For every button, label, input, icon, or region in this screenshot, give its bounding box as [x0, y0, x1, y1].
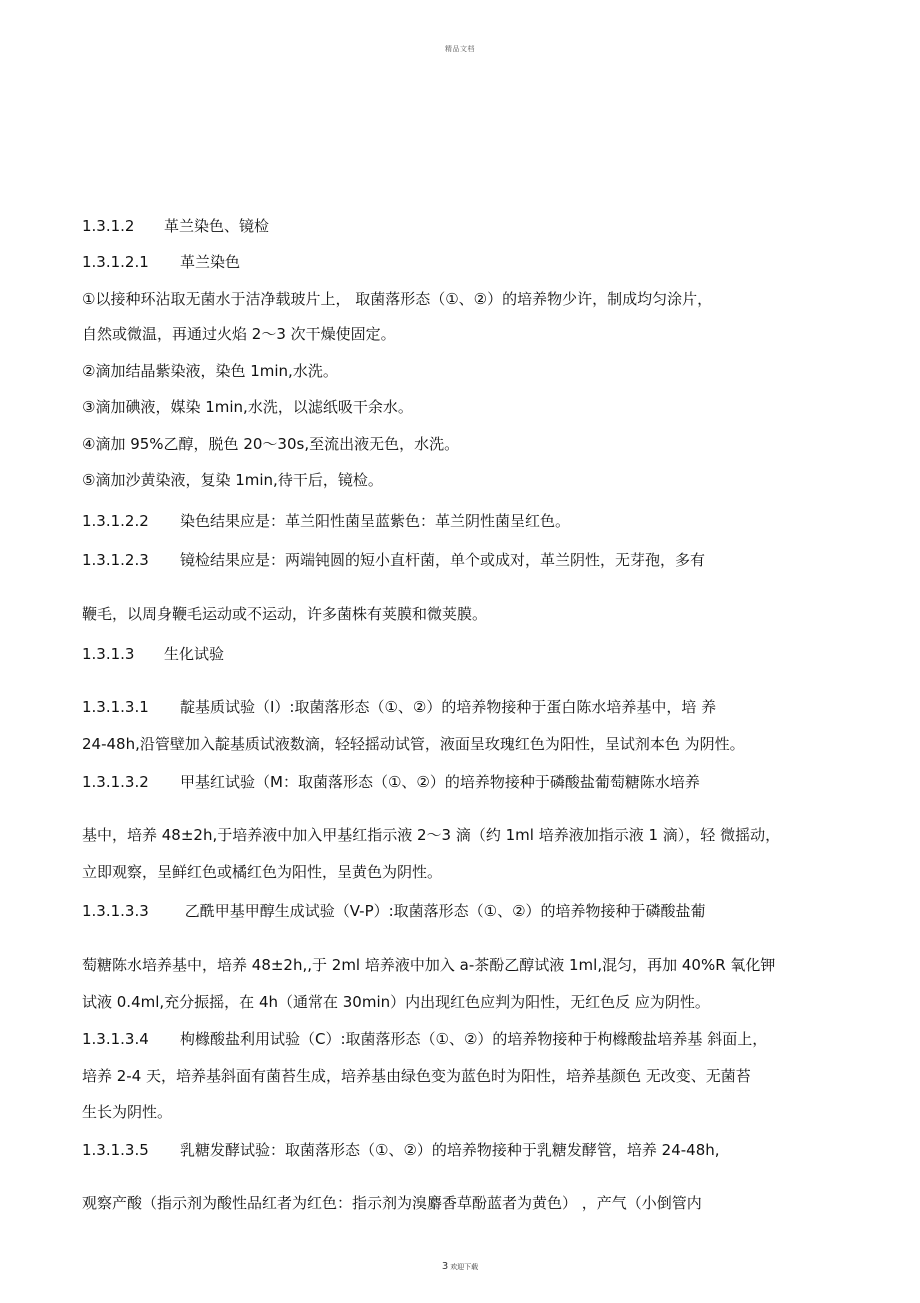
paragraph-line: 萄糖陈水培养基中，培养 48±2h,,于 2ml 培养液中加入 a-茶酚乙醇试液 1ml,混匀，再加 40%R 氧化钾 [82, 956, 776, 974]
section-item-1-3-1-3-2 [82, 772, 862, 792]
page-number: 3 [441, 1261, 449, 1272]
section-heading-1-3-1-2-1 [82, 252, 862, 272]
page-header: 精品文档 [445, 45, 475, 53]
section-text: 染色结果应是：革兰阳性菌呈蓝紫色：革兰阴性菌呈红色。 [180, 512, 571, 530]
section-number: 1.3.1.2 [82, 217, 135, 235]
paragraph-line: ⑤滴加沙黄染液，复染 1min,待干后，镜检。 [82, 471, 383, 489]
paragraph-line: 生长为阴性。 [82, 1103, 173, 1121]
section-text: 乙酰甲基甲醇生成试验（V-P）:取菌落形态（①、②）的培养物接种于磷酸盐葡 [180, 902, 706, 920]
section-title: 革兰染色、镜检 [164, 217, 270, 235]
section-number: 1.3.1.3.3 [82, 902, 149, 920]
section-text: 枸橼酸盐利用试验（C）:取菌落形态（①、②）的培养物接种于枸橼酸盐培养基 斜面上， [180, 1030, 768, 1048]
section-item-1-3-1-3-4 [82, 1029, 862, 1049]
paragraph-line: 基中，培养 48±2h,于培养液中加入甲基红指示液 2～3 滴（约 1ml 培养液加指示液 1 滴），轻 微摇动， [82, 826, 781, 844]
paragraph-line: 观察产酸（指示剂为酸性品红者为红色：指示剂为溴麝香草酚蓝者为黄色） ，产气（小倒管内 [82, 1194, 702, 1212]
paragraph-line: 培养 2-4 天，培养基斜面有菌苔生成，培养基由绿色变为蓝色时为阳性，培养基颜色 无改变、无菌苔 [82, 1067, 751, 1085]
paragraph-line: 24-48h,沿管壁加入靛基质试液数滴，轻轻摇动试管，液面呈玫瑰红色为阳性，呈试剂本色 为阴性。 [82, 735, 745, 753]
section-item-1-3-1-3-3 [82, 901, 862, 921]
paragraph-line: 试液 0.4ml,充分振摇，在 4h（通常在 30min）内出现红色应判为阳性，无红色反 应为阴性。 [82, 993, 710, 1011]
section-number: 1.3.1.3.5 [82, 1141, 149, 1159]
section-item-1-3-1-2-2 [82, 511, 862, 531]
page-footer [0, 1261, 920, 1272]
section-text: 乳糖发酵试验：取菌落形态（①、②）的培养物接种于乳糖发酵管，培养 24-48h, [180, 1141, 720, 1159]
paragraph-line: 鞭毛，以周身鞭毛运动或不运动，许多菌株有荚膜和微荚膜。 [82, 605, 488, 623]
section-number: 1.3.1.3.4 [82, 1030, 149, 1048]
section-text: 甲基红试验（M：取菌落形态（①、②）的培养物接种于磷酸盐葡萄糖陈水培养 [180, 773, 700, 791]
paragraph-line: ④滴加 95%乙醇，脱色 20～30s,至流出液无色，水洗。 [82, 435, 460, 453]
section-heading-1-3-1-2 [82, 216, 862, 236]
section-number: 1.3.1.3.1 [82, 698, 149, 716]
section-number: 1.3.1.2.1 [82, 253, 149, 271]
paragraph-line: ③滴加碘液，媒染 1min,水洗，以滤纸吸干余水。 [82, 398, 413, 416]
section-title: 革兰染色 [180, 253, 241, 271]
section-number: 1.3.1.2.2 [82, 512, 149, 530]
section-text: 靛基质试验（I）:取菌落形态（①、②）的培养物接种于蛋白陈水培养基中，培 养 [180, 698, 717, 716]
section-heading-1-3-1-3 [82, 644, 862, 664]
section-item-1-3-1-3-5 [82, 1140, 862, 1160]
paragraph-line: 自然或微温，再通过火焰 2～3 次干燥使固定。 [82, 325, 396, 343]
section-title: 生化试验 [164, 645, 225, 663]
paragraph-line: ②滴加结晶紫染液，染色 1min,水洗。 [82, 362, 338, 380]
section-number: 1.3.1.3 [82, 645, 135, 663]
paragraph-line: 立即观察，呈鲜红色或橘红色为阳性，呈黄色为阴性。 [82, 863, 443, 881]
section-number: 1.3.1.3.2 [82, 773, 149, 791]
footer-text: 欢迎下载 [450, 1263, 479, 1271]
section-number: 1.3.1.2.3 [82, 551, 149, 569]
section-text: 镜检结果应是：两端钝圆的短小直杆菌，单个或成对，革兰阴性，无芽孢，多有 [180, 551, 706, 569]
section-item-1-3-1-3-1 [82, 697, 862, 717]
section-item-1-3-1-2-3 [82, 550, 862, 570]
paragraph-line: ①以接种环沾取无菌水于洁净载玻片上， 取菌落形态（①、②）的培养物少许，制成均匀涂片， [82, 290, 713, 308]
